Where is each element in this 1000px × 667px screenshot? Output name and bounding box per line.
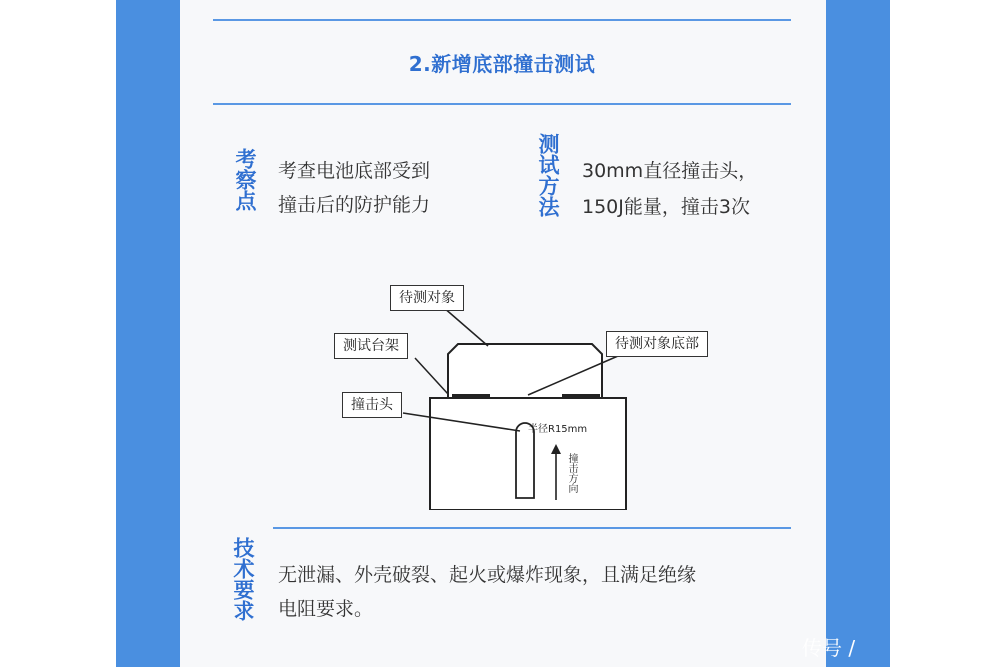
method-text-line1: 30mm直径撞击头，	[582, 160, 758, 182]
impact-test-diagram	[300, 270, 720, 510]
direction-label: 撞击方向	[566, 453, 577, 493]
requirement-text-line2: 电阻要求。	[278, 598, 374, 620]
requirement-divider	[273, 527, 791, 529]
object-foot-right	[562, 394, 600, 399]
callout-head: 撞击头	[342, 392, 402, 418]
leader-object	[443, 307, 488, 346]
object-foot-left	[452, 394, 490, 399]
test-object-shape	[448, 344, 602, 398]
callout-bottom: 待测对象底部	[606, 331, 708, 357]
radius-label: 半径R15mm	[528, 424, 588, 435]
examine-label: 考察点	[233, 148, 257, 211]
examine-text-line1: 考查电池底部受到	[278, 160, 431, 182]
left-blue-border	[116, 0, 180, 667]
watermark-text: 传号 /	[802, 636, 856, 660]
callout-object: 待测对象	[390, 285, 464, 311]
requirement-text-line1: 无泄漏、外壳破裂、起火或爆炸现象，且满足绝缘	[278, 564, 697, 586]
examine-text-line2: 撞击后的防护能力	[278, 194, 431, 216]
callout-rig: 测试台架	[334, 333, 408, 359]
method-label: 测试方法	[536, 133, 560, 217]
leader-rig	[415, 358, 448, 394]
top-divider	[213, 19, 791, 21]
title-divider	[213, 103, 791, 105]
method-text-line2: 150J能量，撞击3次	[582, 196, 750, 218]
requirement-label: 技术要求	[231, 537, 255, 621]
diagram-drawing	[300, 270, 720, 510]
section-title: 2.新增底部撞击测试	[408, 52, 596, 76]
right-blue-border	[826, 0, 890, 667]
